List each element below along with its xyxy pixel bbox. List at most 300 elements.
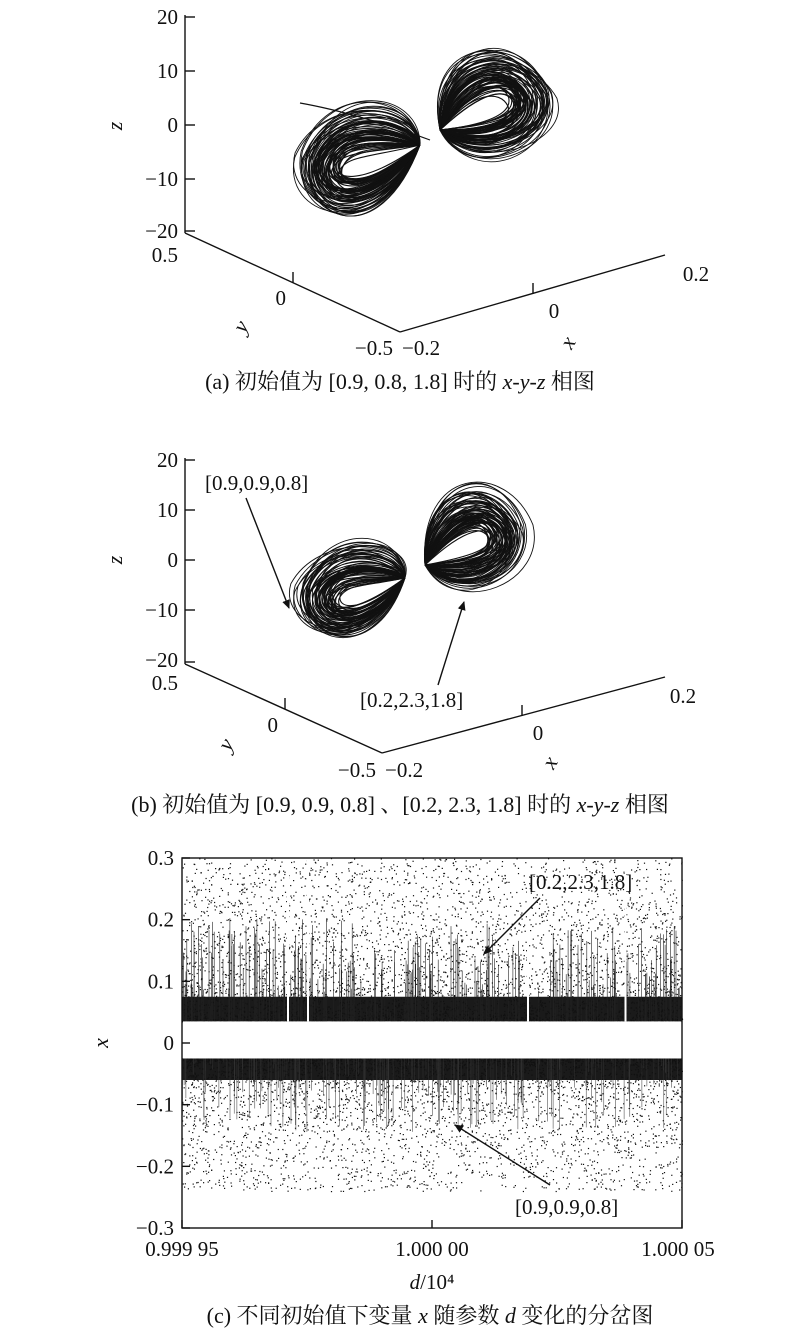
bifurcation-point bbox=[467, 908, 468, 909]
bifurcation-point bbox=[581, 925, 582, 926]
bifurcation-point bbox=[440, 860, 441, 861]
bifurcation-point bbox=[472, 882, 473, 883]
bifurcation-point bbox=[328, 895, 329, 896]
bifurcation-point bbox=[501, 960, 502, 961]
bifurcation-point bbox=[292, 971, 293, 972]
bifurcation-point bbox=[235, 994, 236, 995]
bifurcation-point bbox=[658, 937, 659, 938]
bifurcation-point bbox=[447, 1014, 448, 1015]
bifurcation-point bbox=[595, 1006, 596, 1007]
bifurcation-point bbox=[436, 926, 437, 927]
bifurcation-point bbox=[367, 963, 368, 964]
bifurcation-point bbox=[493, 933, 494, 934]
bifurcation-point bbox=[384, 944, 385, 945]
bifurcation-point bbox=[366, 908, 367, 909]
bifurcation-point bbox=[359, 965, 360, 966]
bifurcation-point bbox=[493, 953, 494, 954]
panel-b-y-tick: 0.5 bbox=[151, 671, 178, 695]
bifurcation-point bbox=[393, 931, 394, 932]
bifurcation-point bbox=[531, 997, 532, 998]
bifurcation-point bbox=[552, 972, 553, 973]
panel-a-y-tick: 0.5 bbox=[151, 243, 178, 267]
bifurcation-point bbox=[594, 995, 595, 996]
bifurcation-point bbox=[295, 892, 296, 893]
bifurcation-point bbox=[349, 880, 350, 881]
bifurcation-point bbox=[650, 902, 651, 903]
bifurcation-point bbox=[573, 1009, 574, 1010]
bifurcation-point bbox=[259, 887, 260, 888]
bifurcation-point bbox=[638, 938, 639, 939]
bifurcation-point bbox=[315, 998, 316, 999]
bifurcation-point bbox=[639, 983, 640, 984]
bifurcation-point bbox=[325, 941, 326, 942]
bifurcation-point bbox=[266, 860, 267, 861]
bifurcation-point bbox=[445, 972, 446, 973]
bifurcation-point bbox=[214, 902, 215, 903]
bifurcation-point bbox=[637, 885, 638, 886]
bifurcation-point bbox=[215, 1020, 216, 1021]
bifurcation-point bbox=[484, 957, 485, 958]
panel-b-z-label: z bbox=[102, 555, 127, 565]
bifurcation-point bbox=[454, 944, 455, 945]
bifurcation-point bbox=[665, 913, 666, 914]
bifurcation-point bbox=[294, 861, 295, 862]
bifurcation-point bbox=[235, 902, 236, 903]
bifurcation-point bbox=[608, 927, 609, 928]
bifurcation-point bbox=[650, 937, 651, 938]
bifurcation-point bbox=[506, 906, 507, 907]
bifurcation-point bbox=[645, 971, 646, 972]
bifurcation-point bbox=[184, 904, 185, 905]
bifurcation-point bbox=[575, 964, 576, 965]
bifurcation-point bbox=[542, 991, 543, 992]
bifurcation-point bbox=[303, 868, 304, 869]
bifurcation-point bbox=[228, 878, 229, 879]
bifurcation-point bbox=[584, 944, 585, 945]
panel-a-z-tick: −20 bbox=[145, 219, 178, 243]
panel-a-x-tick: 0 bbox=[548, 299, 560, 323]
bifurcation-point bbox=[194, 900, 195, 901]
bifurcation-point bbox=[501, 967, 502, 968]
bifurcation-point bbox=[548, 910, 549, 911]
bifurcation-point bbox=[588, 911, 589, 912]
bifurcation-point bbox=[355, 1007, 356, 1008]
bifurcation-point bbox=[632, 981, 633, 982]
bifurcation-point bbox=[642, 1000, 643, 1001]
bifurcation-point bbox=[658, 927, 659, 928]
bifurcation-point bbox=[635, 993, 636, 994]
bifurcation-point bbox=[611, 932, 612, 933]
bifurcation-point bbox=[563, 919, 564, 920]
bifurcation-point bbox=[361, 946, 362, 947]
bifurcation-point bbox=[427, 952, 428, 953]
bifurcation-point bbox=[506, 949, 507, 950]
bifurcation-point bbox=[209, 863, 210, 864]
bifurcation-point bbox=[402, 917, 403, 918]
bifurcation-point bbox=[459, 954, 460, 955]
bifurcation-point bbox=[409, 983, 410, 984]
bifurcation-point bbox=[677, 945, 678, 946]
bifurcation-point bbox=[355, 1020, 356, 1021]
bifurcation-point bbox=[289, 948, 290, 949]
bifurcation-point bbox=[247, 1003, 248, 1004]
bifurcation-point bbox=[200, 969, 201, 970]
bifurcation-point bbox=[254, 884, 255, 885]
panel-b-x-label: x bbox=[536, 751, 563, 773]
bifurcation-point bbox=[524, 983, 525, 984]
bifurcation-point bbox=[553, 907, 554, 908]
bifurcation-point bbox=[645, 959, 646, 960]
bifurcation-point bbox=[195, 904, 196, 905]
bifurcation-point bbox=[247, 1016, 248, 1017]
bifurcation-point bbox=[282, 951, 283, 952]
bifurcation-point bbox=[663, 913, 664, 914]
bifurcation-point bbox=[443, 982, 444, 983]
bifurcation-point bbox=[292, 1015, 293, 1016]
bifurcation-point bbox=[560, 939, 561, 940]
bifurcation-point bbox=[504, 922, 505, 923]
bifurcation-point bbox=[422, 928, 423, 929]
bifurcation-point bbox=[368, 988, 369, 989]
bifurcation-point bbox=[513, 863, 514, 864]
bifurcation-point bbox=[630, 924, 631, 925]
bifurcation-point bbox=[665, 939, 666, 940]
bifurcation-point bbox=[246, 889, 247, 890]
bifurcation-point bbox=[319, 991, 320, 992]
bifurcation-point bbox=[239, 891, 240, 892]
bifurcation-point bbox=[402, 991, 403, 992]
bifurcation-point bbox=[597, 927, 598, 928]
bifurcation-point bbox=[589, 943, 590, 944]
panel-a-z-tick: −10 bbox=[145, 167, 178, 191]
bifurcation-point bbox=[247, 969, 248, 970]
bifurcation-point bbox=[230, 867, 231, 868]
bifurcation-point bbox=[299, 998, 300, 999]
bifurcation-point bbox=[221, 888, 222, 889]
bifurcation-point bbox=[410, 901, 411, 902]
bifurcation-point bbox=[669, 1013, 670, 1014]
bifurcation-point bbox=[477, 911, 478, 912]
bifurcation-point bbox=[452, 906, 453, 907]
bifurcation-point bbox=[416, 1005, 417, 1006]
bifurcation-point bbox=[490, 916, 491, 917]
bifurcation-point bbox=[540, 943, 541, 944]
bifurcation-point bbox=[260, 1012, 261, 1013]
bifurcation-point bbox=[507, 961, 508, 962]
bifurcation-point bbox=[677, 983, 678, 984]
bifurcation-point bbox=[511, 955, 512, 956]
bifurcation-point bbox=[377, 878, 378, 879]
bifurcation-point bbox=[459, 947, 460, 948]
bifurcation-point bbox=[340, 958, 341, 959]
bifurcation-point bbox=[359, 873, 360, 874]
bifurcation-point bbox=[572, 902, 573, 903]
bifurcation-point bbox=[197, 986, 198, 987]
bifurcation-point bbox=[600, 977, 601, 978]
bifurcation-point bbox=[394, 884, 395, 885]
bifurcation-point bbox=[338, 966, 339, 967]
bifurcation-point bbox=[264, 978, 265, 979]
bifurcation-point bbox=[652, 1005, 653, 1006]
bifurcation-point bbox=[190, 951, 191, 952]
bifurcation-point bbox=[357, 864, 358, 865]
bifurcation-point bbox=[580, 923, 581, 924]
bifurcation-point bbox=[507, 1005, 508, 1006]
bifurcation-point bbox=[402, 923, 403, 924]
bifurcation-point bbox=[516, 955, 517, 956]
bifurcation-point bbox=[546, 899, 547, 900]
bifurcation-point bbox=[329, 930, 330, 931]
bifurcation-point bbox=[404, 906, 405, 907]
bifurcation-point bbox=[478, 923, 479, 924]
bifurcation-point bbox=[577, 910, 578, 911]
bifurcation-point bbox=[586, 867, 587, 868]
bifurcation-point bbox=[653, 980, 654, 981]
bifurcation-point bbox=[402, 1012, 403, 1013]
bifurcation-point bbox=[242, 924, 243, 925]
bifurcation-point bbox=[362, 910, 363, 911]
bifurcation-point bbox=[525, 901, 526, 902]
bifurcation-point bbox=[313, 938, 314, 939]
bifurcation-point bbox=[362, 874, 363, 875]
bifurcation-point bbox=[424, 1008, 425, 1009]
bifurcation-point bbox=[381, 959, 382, 960]
bifurcation-point bbox=[473, 1018, 474, 1019]
bifurcation-point bbox=[318, 886, 319, 887]
bifurcation-point bbox=[472, 946, 473, 947]
bifurcation-point bbox=[532, 1019, 533, 1020]
bifurcation-point bbox=[584, 860, 585, 861]
bifurcation-point bbox=[500, 929, 501, 930]
bifurcation-point bbox=[435, 859, 436, 860]
bifurcation-point bbox=[545, 1017, 546, 1018]
bifurcation-point bbox=[252, 1007, 253, 1008]
bifurcation-point bbox=[431, 952, 432, 953]
bifurcation-point bbox=[526, 916, 527, 917]
bifurcation-point bbox=[672, 1020, 673, 1021]
bifurcation-point bbox=[329, 1006, 330, 1007]
bifurcation-point bbox=[225, 974, 226, 975]
bifurcation-point bbox=[462, 961, 463, 962]
bifurcation-point bbox=[678, 941, 679, 942]
bifurcation-point bbox=[253, 958, 254, 959]
bifurcation-point bbox=[388, 960, 389, 961]
bifurcation-point bbox=[272, 927, 273, 928]
bifurcation-point bbox=[480, 931, 481, 932]
bifurcation-point bbox=[386, 917, 387, 918]
bifurcation-point bbox=[639, 999, 640, 1000]
bifurcation-point bbox=[209, 925, 210, 926]
bifurcation-point bbox=[401, 942, 402, 943]
bifurcation-point bbox=[546, 968, 547, 969]
bifurcation-point bbox=[364, 891, 365, 892]
bifurcation-point bbox=[251, 892, 252, 893]
bifurcation-point bbox=[498, 955, 499, 956]
bifurcation-point bbox=[652, 985, 653, 986]
bifurcation-point bbox=[664, 880, 665, 881]
bifurcation-point bbox=[608, 918, 609, 919]
bifurcation-point bbox=[605, 997, 606, 998]
bifurcation-point bbox=[291, 897, 292, 898]
bifurcation-point bbox=[309, 899, 310, 900]
bifurcation-point bbox=[430, 915, 431, 916]
bifurcation-point bbox=[283, 916, 284, 917]
bifurcation-point bbox=[206, 951, 207, 952]
bifurcation-point bbox=[263, 866, 264, 867]
bifurcation-point bbox=[430, 936, 431, 937]
bifurcation-point bbox=[462, 940, 463, 941]
bifurcation-point bbox=[559, 930, 560, 931]
bifurcation-point bbox=[640, 971, 641, 972]
bifurcation-point bbox=[618, 950, 619, 951]
bifurcation-point bbox=[276, 968, 277, 969]
bifurcation-point bbox=[589, 965, 590, 966]
bifurcation-point bbox=[482, 950, 483, 951]
bifurcation-point bbox=[397, 986, 398, 987]
bifurcation-point bbox=[196, 891, 197, 892]
bifurcation-point bbox=[397, 1011, 398, 1012]
bifurcation-point bbox=[657, 1003, 658, 1004]
bifurcation-point bbox=[577, 912, 578, 913]
bifurcation-point bbox=[379, 950, 380, 951]
bifurcation-point bbox=[434, 967, 435, 968]
bifurcation-point bbox=[315, 871, 316, 872]
bifurcation-point bbox=[636, 1014, 637, 1015]
bifurcation-point bbox=[208, 1018, 209, 1019]
bifurcation-point bbox=[664, 915, 665, 916]
bifurcation-point bbox=[458, 914, 459, 915]
panel-a-z-tick: 0 bbox=[167, 113, 178, 137]
bifurcation-point bbox=[449, 943, 450, 944]
bifurcation-point bbox=[658, 997, 659, 998]
bifurcation-point bbox=[579, 920, 580, 921]
bifurcation-point bbox=[472, 931, 473, 932]
bifurcation-point bbox=[268, 898, 269, 899]
bifurcation-point bbox=[655, 860, 656, 861]
bifurcation-point bbox=[498, 918, 499, 919]
bifurcation-point bbox=[281, 880, 282, 881]
bifurcation-point bbox=[582, 988, 583, 989]
bifurcation-point bbox=[209, 901, 210, 902]
bifurcation-point bbox=[497, 991, 498, 992]
bifurcation-point bbox=[293, 895, 294, 896]
bifurcation-point bbox=[557, 980, 558, 981]
bifurcation-point bbox=[249, 875, 250, 876]
bifurcation-point bbox=[633, 924, 634, 925]
bifurcation-point bbox=[319, 874, 320, 875]
bifurcation-point bbox=[369, 967, 370, 968]
bifurcation-point bbox=[472, 895, 473, 896]
bifurcation-point bbox=[352, 879, 353, 880]
bifurcation-point bbox=[601, 864, 602, 865]
bifurcation-point bbox=[302, 876, 303, 877]
bifurcation-point bbox=[413, 912, 414, 913]
bifurcation-point bbox=[485, 980, 486, 981]
bifurcation-point bbox=[253, 927, 254, 928]
bifurcation-point bbox=[423, 887, 424, 888]
bifurcation-point bbox=[561, 1017, 562, 1018]
bifurcation-point bbox=[371, 996, 372, 997]
bifurcation-point bbox=[547, 973, 548, 974]
bifurcation-point bbox=[388, 944, 389, 945]
bifurcation-point bbox=[498, 875, 499, 876]
bifurcation-point bbox=[339, 920, 340, 921]
bifurcation-point bbox=[469, 958, 470, 959]
bifurcation-point bbox=[378, 1015, 379, 1016]
bifurcation-point bbox=[460, 978, 461, 979]
bifurcation-point bbox=[648, 1015, 649, 1016]
bifurcation-point bbox=[269, 874, 270, 875]
bifurcation-point bbox=[489, 998, 490, 999]
bifurcation-point bbox=[466, 860, 467, 861]
bifurcation-point bbox=[471, 964, 472, 965]
bifurcation-point bbox=[277, 978, 278, 979]
bifurcation-point bbox=[372, 942, 373, 943]
bifurcation-point bbox=[520, 960, 521, 961]
bifurcation-point bbox=[404, 999, 405, 1000]
bifurcation-point bbox=[344, 999, 345, 1000]
bifurcation-point bbox=[491, 971, 492, 972]
bifurcation-point bbox=[292, 977, 293, 978]
bifurcation-point bbox=[552, 926, 553, 927]
bifurcation-point bbox=[320, 1013, 321, 1014]
bifurcation-point bbox=[623, 966, 624, 967]
bifurcation-point bbox=[434, 986, 435, 987]
bifurcation-point bbox=[605, 949, 606, 950]
bifurcation-point bbox=[300, 871, 301, 872]
bifurcation-point bbox=[426, 1019, 427, 1020]
bifurcation-point bbox=[656, 906, 657, 907]
bifurcation-point bbox=[676, 961, 677, 962]
bifurcation-point bbox=[378, 951, 379, 952]
bifurcation-point bbox=[364, 935, 365, 936]
bifurcation-point bbox=[506, 987, 507, 988]
bifurcation-point bbox=[658, 1005, 659, 1006]
bifurcation-point bbox=[647, 1014, 648, 1015]
bifurcation-point bbox=[320, 962, 321, 963]
bifurcation-point bbox=[401, 978, 402, 979]
bifurcation-point bbox=[366, 981, 367, 982]
bifurcation-point bbox=[649, 909, 650, 910]
bifurcation-point bbox=[348, 901, 349, 902]
bifurcation-point bbox=[314, 921, 315, 922]
bifurcation-point bbox=[437, 893, 438, 894]
bifurcation-point bbox=[414, 1003, 415, 1004]
bifurcation-point bbox=[516, 978, 517, 979]
bifurcation-point bbox=[389, 895, 390, 896]
bifurcation-point bbox=[510, 906, 511, 907]
bifurcation-point bbox=[669, 864, 670, 865]
bifurcation-point bbox=[314, 1000, 315, 1001]
bifurcation-point bbox=[367, 887, 368, 888]
bifurcation-point bbox=[244, 866, 245, 867]
bifurcation-point bbox=[349, 914, 350, 915]
bifurcation-point bbox=[676, 937, 677, 938]
bifurcation-point bbox=[222, 946, 223, 947]
bifurcation-point bbox=[483, 914, 484, 915]
bifurcation-point bbox=[671, 923, 672, 924]
bifurcation-point bbox=[328, 934, 329, 935]
bifurcation-point bbox=[209, 988, 210, 989]
bifurcation-point bbox=[367, 903, 368, 904]
bifurcation-point bbox=[504, 1004, 505, 1005]
bifurcation-point bbox=[239, 901, 240, 902]
bifurcation-point bbox=[268, 1005, 269, 1006]
bifurcation-point bbox=[193, 966, 194, 967]
bifurcation-point bbox=[250, 935, 251, 936]
bifurcation-point bbox=[194, 891, 195, 892]
bifurcation-point bbox=[678, 971, 679, 972]
